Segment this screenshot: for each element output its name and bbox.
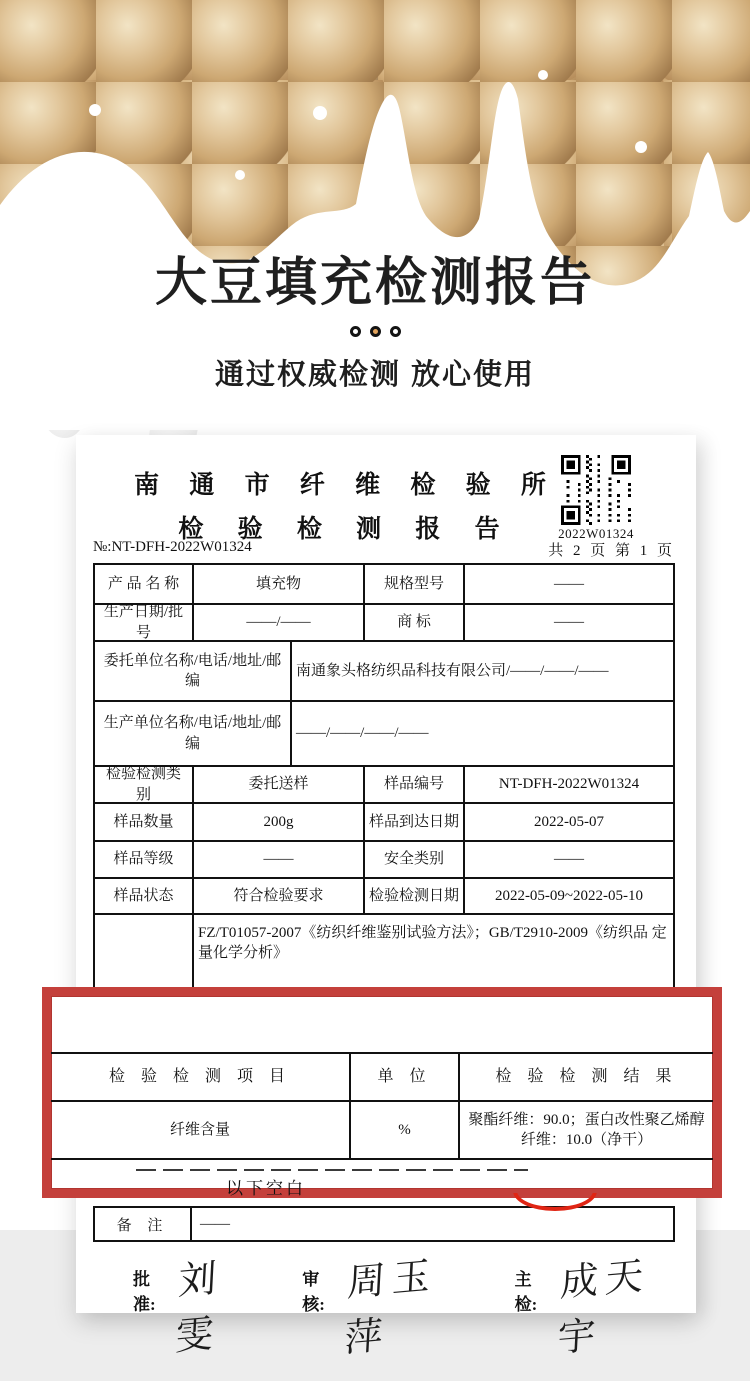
cell-label: 检验检测日期 (363, 879, 463, 913)
red-circle-annotation (505, 1193, 605, 1216)
result-header-result: 检 验 检 测 结 果 (458, 1054, 713, 1100)
cell-label: 样品编号 (363, 767, 463, 802)
signature-handwriting: 成天宇 (556, 1252, 652, 1361)
cell-value: 南通象头格纺织品科技有限公司/——/——/—— (290, 642, 673, 700)
decorative-dots (0, 326, 750, 337)
cell-standards: FZ/T01057-2007《纺织纤维鉴别试验方法》；GB/T2910-2009《纺织品 定量化学分析》 (192, 915, 673, 993)
cell-value: 委托送样 (192, 767, 363, 802)
result-header-unit: 单 位 (349, 1054, 458, 1100)
dashed-separator (136, 1169, 528, 1171)
cell-value: —— (463, 842, 673, 877)
page-title: 大豆填充检测报告 (154, 254, 595, 312)
signature-inspector (514, 1247, 675, 1361)
cell-label: 委托单位名称/电话/地址/邮编 (103, 652, 282, 689)
signature-handwriting: 周玉萍 (343, 1252, 439, 1361)
report-doc-title: 检 验 检 测 报 告 (178, 516, 514, 543)
report-info-table (93, 563, 675, 995)
cell-value: —— (463, 565, 673, 603)
dot-icon (350, 326, 361, 337)
signature-handwriting: 刘雯 (174, 1255, 225, 1359)
table-row (95, 840, 673, 877)
table-row (95, 802, 673, 840)
signature-row (93, 1247, 675, 1361)
result-item: 纤维含量 (169, 1121, 230, 1138)
result-data-row (51, 1102, 713, 1158)
page-subtitle: 通过权威检测 放心使用 (214, 359, 536, 391)
dot-icon (390, 326, 401, 337)
cell-value: 2022-05-07 (463, 804, 673, 840)
table-row (95, 700, 673, 765)
cell-label: 规格型号 (363, 565, 463, 603)
signature-reviewer (302, 1247, 462, 1361)
highlight-red-box (42, 987, 722, 1198)
result-value: 聚酯纤维：90.0；蛋白改性聚乙烯醇纤维：10.0（净干） (458, 1102, 713, 1158)
qr-code-label: 2022W01324 (558, 526, 634, 541)
qr-code-icon (561, 455, 631, 525)
cell-value: ——/——/——/—— (290, 702, 673, 765)
cell-value: 填充物 (192, 565, 363, 603)
table-row (95, 877, 673, 913)
signature-label: 批准: (133, 1270, 156, 1314)
cell-label: 检验检测类别 (105, 766, 181, 803)
table-row (95, 565, 673, 603)
cell-label: 生产单位名称/电话/地址/邮编 (103, 715, 282, 752)
cell-label: 产 品 名 称 (107, 575, 180, 592)
signature-label: 审核: (302, 1270, 325, 1314)
cell-label: 样品状态 (113, 887, 174, 904)
cell-value: NT-DFH-2022W01324 (463, 767, 673, 802)
cell-value: 200g (192, 804, 363, 840)
cell-label (95, 915, 192, 993)
cell-label: 安全类别 (363, 842, 463, 877)
table-row (95, 603, 673, 640)
remark-value: —— (200, 1215, 230, 1232)
table-row (95, 765, 673, 802)
table-row-standards (95, 913, 673, 993)
cell-label: 样品等级 (113, 851, 174, 868)
signature-approver (133, 1247, 254, 1357)
cell-label: 生产日期/批号 (103, 604, 184, 641)
report-number: №:NT-DFH-2022W01324 (93, 539, 252, 555)
cell-value: 2022-05-09~2022-05-10 (463, 879, 673, 913)
cell-label: 样品到达日期 (363, 804, 463, 840)
cell-label: 商 标 (363, 605, 463, 640)
result-unit: % (349, 1102, 458, 1158)
cell-value: —— (192, 842, 363, 877)
qr-code-block (553, 455, 639, 542)
cell-value: 符合检验要求 (192, 879, 363, 913)
cell-label: 样品数量 (113, 813, 174, 830)
report-org-name: 南 通 市 纤 维 检 验 所 (134, 472, 558, 499)
dot-icon (370, 326, 381, 337)
signature-label: 主检: (514, 1270, 538, 1314)
end-of-report-note: 以下空白 (226, 1179, 306, 1198)
remark-label: 备 注 (95, 1208, 192, 1240)
result-table (51, 1052, 713, 1160)
cell-value: —— (463, 605, 673, 640)
result-header-item: 检 验 检 测 项 目 (108, 1068, 291, 1086)
result-header-row (51, 1054, 713, 1102)
page-count: 共 2 页 第 1 页 (548, 543, 675, 559)
cell-value: ——/—— (192, 605, 363, 640)
table-row (95, 640, 673, 700)
